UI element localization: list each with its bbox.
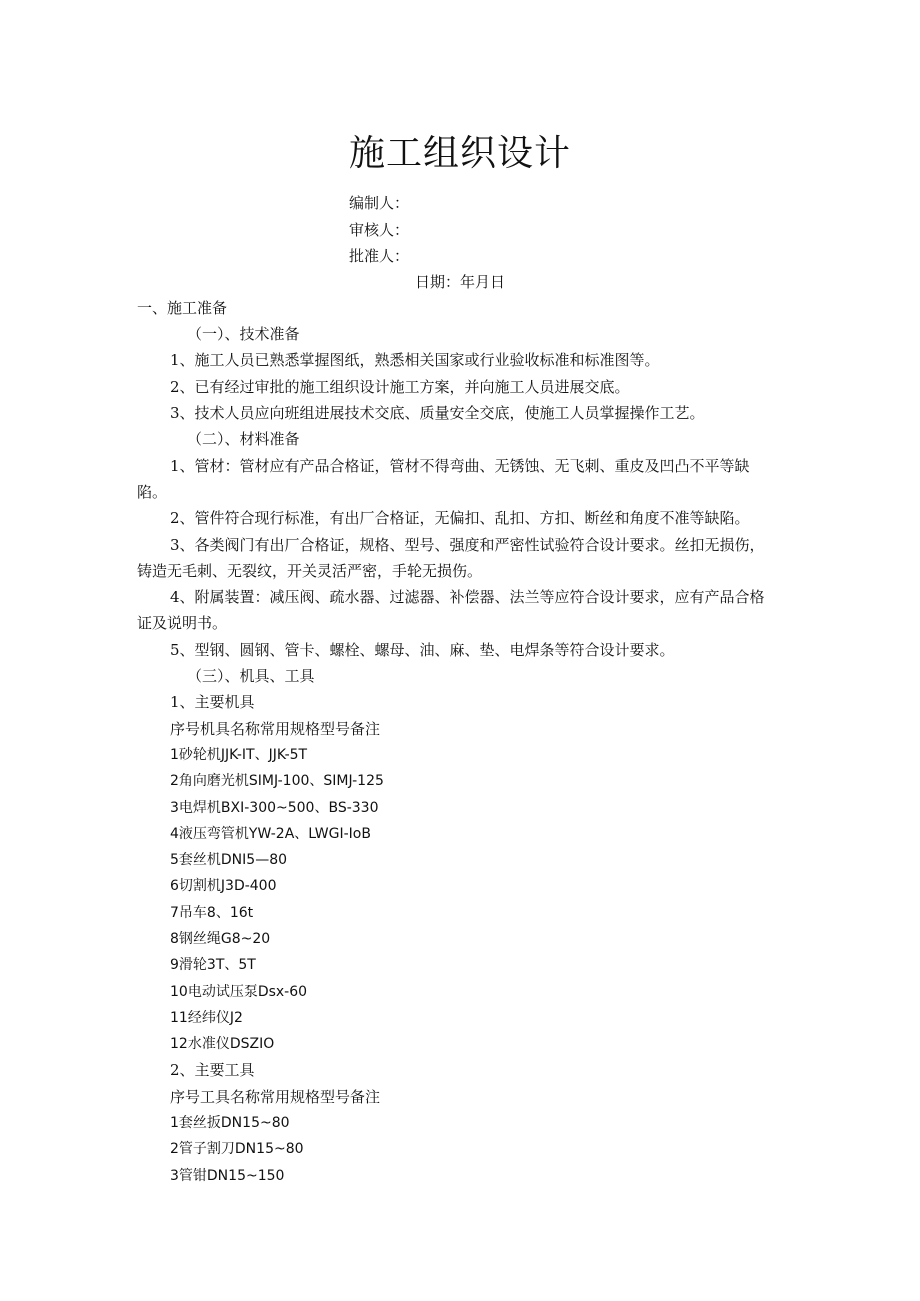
list-heading-machines: 1、主要机具	[170, 693, 255, 711]
table-row: 1砂轮机JJK-IT、JJK-5T	[170, 747, 308, 763]
paragraph-continuation: 证及说明书。	[137, 614, 228, 632]
table-header-machines: 序号机具名称常用规格型号备注	[170, 720, 381, 738]
paragraph: 3、各类阀门有出厂合格证，规格、型号、强度和严密性试验符合设计要求。丝扣无损伤，	[170, 536, 765, 554]
table-row: 7吊车8、16t	[170, 905, 254, 921]
paragraph-continuation: 陷。	[137, 483, 168, 501]
reviewer-label: 审核人：	[349, 221, 410, 239]
subsection-heading-tools: （三）、机具、工具	[187, 667, 315, 685]
table-row: 1套丝扳DN15~80	[170, 1115, 290, 1131]
table-row: 11经纬仪J2	[170, 1010, 243, 1026]
document-title: 施工组织设计	[348, 133, 571, 174]
table-row: 5套丝机DNI5—80	[170, 852, 288, 868]
table-row: 9滑轮3T、5T	[170, 957, 256, 973]
section-heading: 一、施工准备	[137, 299, 228, 317]
table-row: 3管钳DN15~150	[170, 1168, 285, 1184]
editor-label: 编制人：	[349, 194, 410, 212]
table-row: 3电焊机BXI-300~500、BS-330	[170, 800, 379, 816]
table-row: 2角向磨光机SIMJ-100、SIMJ-125	[170, 773, 384, 789]
table-row: 12水准仪DSZIO	[170, 1036, 275, 1052]
date-label: 日期：年月日	[414, 273, 505, 291]
subsection-heading-technical: （一）、技术准备	[187, 325, 300, 343]
paragraph: 2、管件符合现行标准，有出厂合格证，无偏扣、乱扣、方扣、断丝和角度不准等缺陷。	[170, 509, 750, 527]
list-heading-tools: 2、主要工具	[170, 1061, 255, 1079]
paragraph: 1、施工人员已熟悉掌握图纸，熟悉相关国家或行业验收标准和标准图等。	[170, 351, 660, 369]
subsection-heading-materials: （二）、材料准备	[187, 430, 300, 448]
approver-label: 批准人：	[349, 247, 410, 265]
table-header-tools: 序号工具名称常用规格型号备注	[170, 1088, 381, 1106]
paragraph: 1、管材：管材应有产品合格证，管材不得弯曲、无锈蚀、无飞刺、重皮及凹凸不平等缺	[170, 457, 750, 475]
table-row: 4液压弯管机YW-2A、LWGI-IoB	[170, 826, 371, 842]
paragraph: 4、附属装置：减压阀、疏水器、过滤器、补偿器、法兰等应符合设计要求，应有产品合格	[170, 588, 765, 606]
table-row: 8钢丝绳G8~20	[170, 931, 271, 947]
table-row: 2管子割刀DN15~80	[170, 1141, 304, 1157]
paragraph-continuation: 铸造无毛刺、无裂纹，开关灵活严密，手轮无损伤。	[137, 562, 483, 580]
paragraph: 2、已有经过审批的施工组织设计施工方案，并向施工人员进展交底。	[170, 378, 630, 396]
table-row: 6切割机J3D-400	[170, 878, 277, 894]
paragraph: 5、型钢、圆钢、管卡、螺栓、螺母、油、麻、垫、电焊条等符合设计要求。	[170, 641, 675, 659]
table-row: 10电动试压泵Dsx-60	[170, 984, 308, 1000]
paragraph: 3、技术人员应向班组进展技术交底、质量安全交底，使施工人员掌握操作工艺。	[170, 404, 705, 422]
